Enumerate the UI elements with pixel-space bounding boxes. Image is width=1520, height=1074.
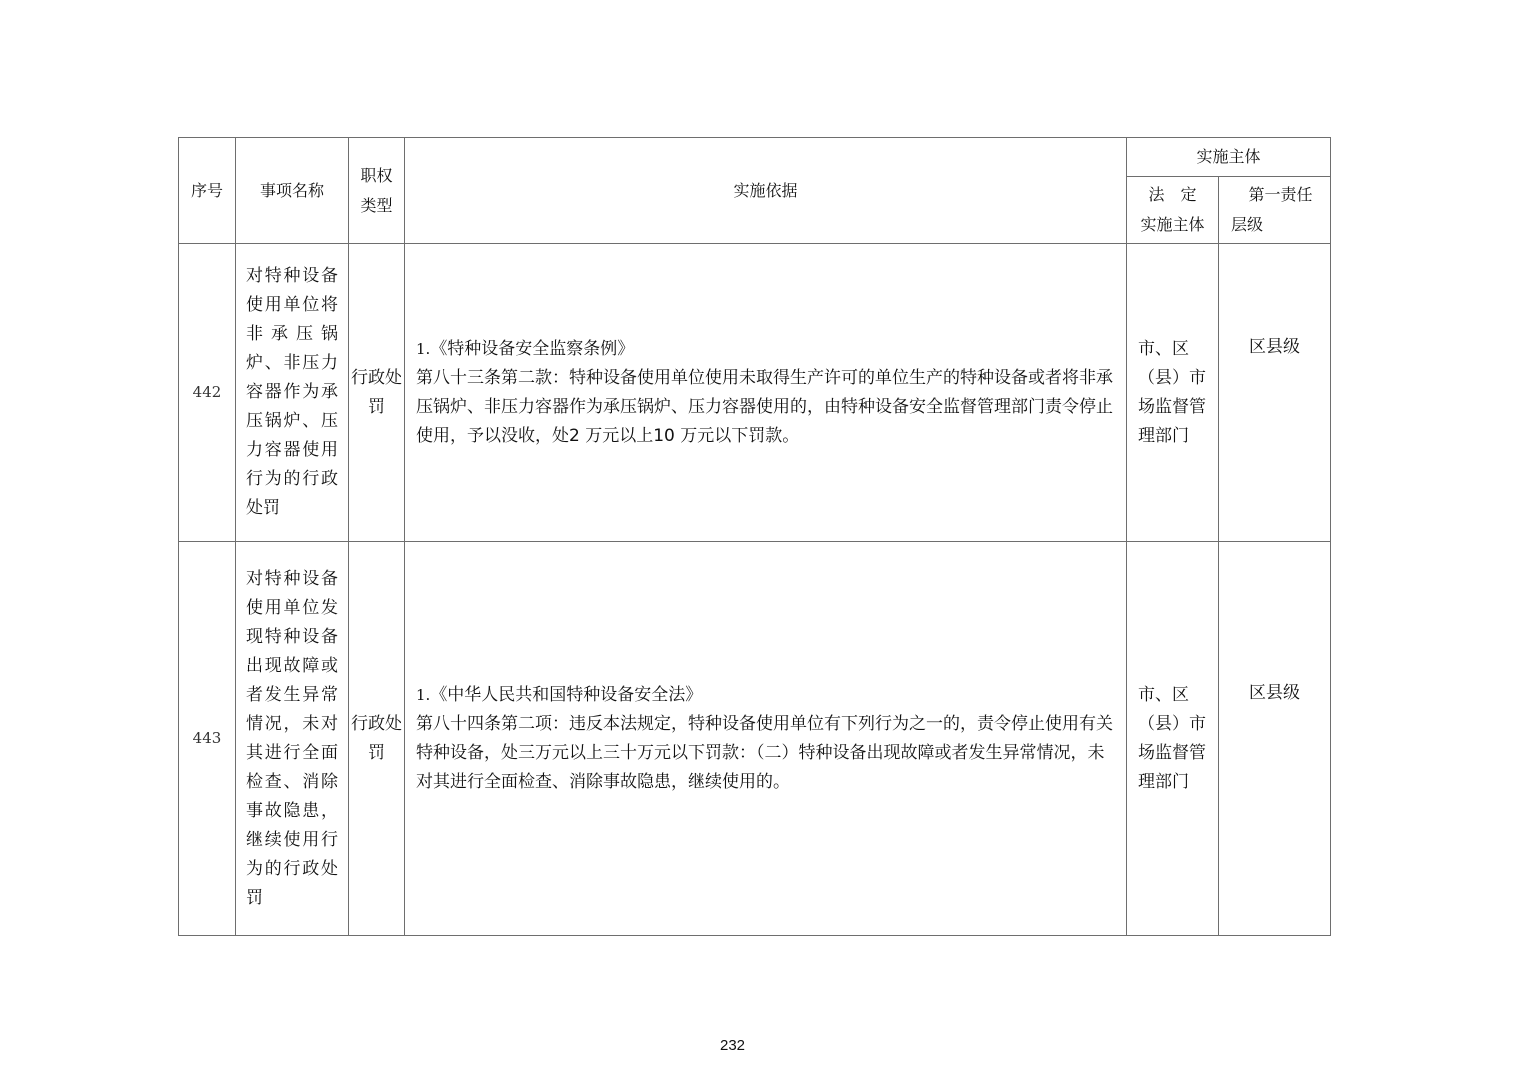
header-basis: 实施依据 (405, 138, 1127, 244)
row-seq: 442 (179, 244, 236, 542)
header-seq: 序号 (179, 138, 236, 244)
header-type-line1: 职权 (360, 165, 393, 185)
law-index: 1. (416, 685, 431, 704)
table-row (179, 542, 1331, 936)
row-basis (405, 542, 1127, 936)
row-level (1219, 542, 1331, 936)
row-subject: 市、区（县）市场监督管理部门 (1127, 542, 1219, 936)
header-subject-group: 实施主体 (1127, 138, 1331, 177)
law-index: 1. (416, 339, 431, 358)
row-seq: 443 (179, 542, 236, 936)
header-level-line1: 第一责任 (1248, 185, 1313, 204)
row-level (1219, 244, 1331, 542)
law-title-line (416, 335, 1116, 364)
header-level (1219, 177, 1331, 244)
enforcement-table (178, 137, 1331, 936)
header-name: 事项名称 (236, 138, 349, 244)
page-number: 232 (719, 1037, 746, 1054)
law-title: 《特种设备安全监察条例》 (430, 338, 635, 359)
row-type: 行政处罚 (349, 244, 405, 542)
law-text: 第八十四条第二项：违反本法规定，特种设备使用单位有下列行为之一的，责令停止使用有关特种设备，处三万元以上三十万元以下罚款：（二）特种设备出现故障或者发生异常情况，未对其进行全面检查、消除事故隐患，继续使用的。 (416, 713, 1113, 792)
table-row (179, 244, 1331, 542)
header-legal-subject (1127, 177, 1219, 244)
law-title: 《中华人民共和国特种设备安全法》 (430, 684, 703, 705)
row-level-text: 区县级 (1249, 682, 1300, 703)
header-legal-line1: 法 定 (1148, 185, 1197, 204)
header-type (349, 138, 405, 244)
law-text: 第八十三条第二款：特种设备使用单位使用未取得生产许可的单位生产的特种设备或者将非承压锅炉、非压力容器作为承压锅炉、压力容器使用的，由特种设备安全监督管理部门责令停止使用，予以没收，处2 万元以上10 万元以下罚款。 (416, 367, 1113, 446)
row-basis (405, 244, 1127, 542)
row-subject: 市、区（县）市场监督管理部门 (1127, 244, 1219, 542)
row-name: 对特种设备使用单位将非承压锅炉、非压力容器作为承压锅炉、压力容器使用行为的行政处罚 (236, 244, 349, 542)
header-row-1 (179, 138, 1331, 177)
header-level-line2: 层级 (1231, 215, 1264, 234)
header-legal-line2: 实施主体 (1140, 215, 1205, 234)
row-level-text: 区县级 (1249, 336, 1300, 357)
row-name: 对特种设备使用单位发现特种设备出现故障或者发生异常情况，未对其进行全面检查、消除事故隐患，继续使用行为的行政处罚 (236, 542, 349, 936)
header-type-line2: 类型 (360, 195, 393, 215)
law-title-line (416, 681, 1116, 710)
row-type: 行政处罚 (349, 542, 405, 936)
